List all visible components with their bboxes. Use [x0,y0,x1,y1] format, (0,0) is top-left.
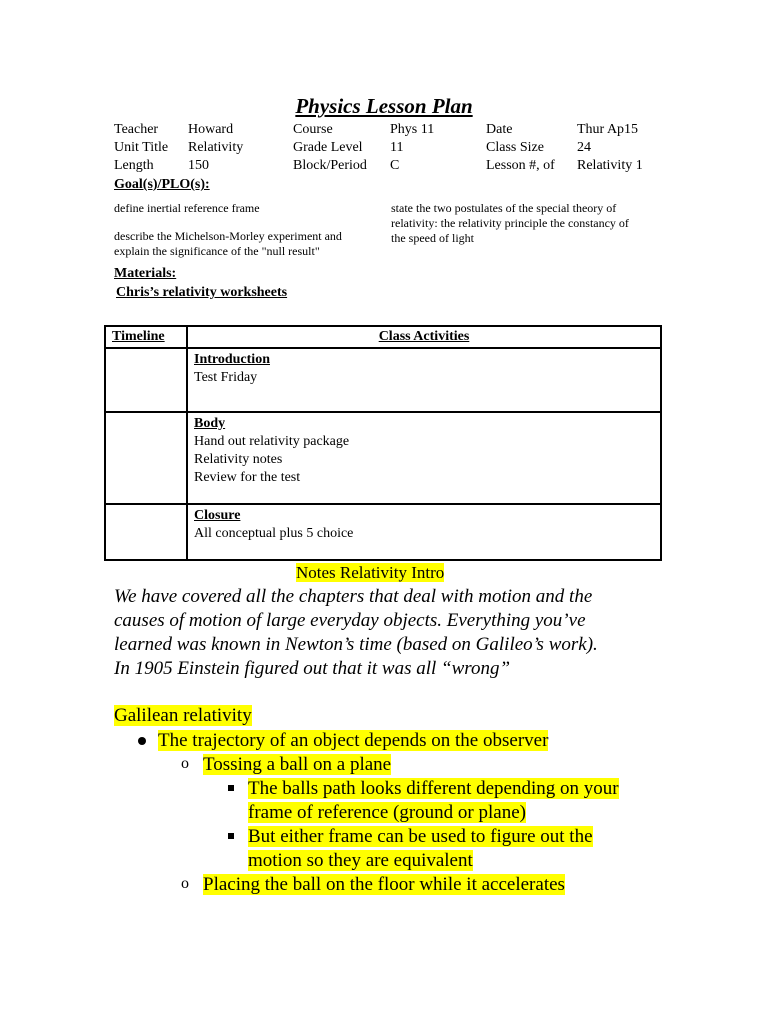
lesson-label: Lesson #, of [486,158,555,173]
table-row [105,412,661,504]
timeline-cell [105,412,187,504]
length-value: 150 [188,158,209,173]
goal-item: define inertial reference frame [114,201,260,215]
square-bullet-icon [228,785,234,791]
course-label: Course [293,122,333,137]
activity-line: Hand out relativity package [194,434,350,449]
date-label: Date [486,122,513,137]
notes-title: Notes Relativity Intro [296,563,445,582]
intro-line: causes of motion of large everyday objects. Everything you’ve [114,610,586,631]
goal-item: relativity: the relativity principle the constancy of [391,216,629,230]
activity-line: Test Friday [194,370,258,385]
activity-line: All conceptual plus 5 choice [194,526,354,541]
materials-item: Chris’s relativity worksheets [116,285,288,300]
timeline-cell [105,504,187,560]
goals-heading: Goal(s)/PLO(s): [114,177,210,192]
bullet-item: The trajectory of an object depends on the observer [158,730,549,751]
intro-line: In 1905 Einstein figured out that it was all “wrong” [114,658,511,679]
circle-bullet-icon: o [181,875,189,892]
block-period-value: C [390,158,400,173]
teacher-value: Howard [188,122,234,137]
closure-heading: Closure [194,508,241,523]
grade-level-label: Grade Level [293,140,363,155]
introduction-heading: Introduction [194,352,270,367]
grade-level-value: 11 [390,140,404,155]
date-value: Thur Ap15 [577,122,639,137]
table-header-row [105,326,661,348]
table-row [105,348,661,412]
goal-item: the speed of light [391,231,474,245]
activity-line: Review for the test [194,470,301,485]
lesson-value: Relativity 1 [577,158,643,173]
unit-title-label: Unit Title [114,140,169,155]
section-heading: Galilean relativity [114,705,252,726]
intro-line: We have covered all the chapters that deal with motion and the [114,586,593,607]
intro-paragraph [114,585,674,681]
sub-sub-bullet-item: The balls path looks different depending on your [248,778,619,799]
goal-item: describe the Michelson-Morley experiment and [114,229,342,243]
timeline-header: Timeline [105,326,187,348]
square-bullet-icon [228,833,234,839]
intro-line: learned was known in Newton’s time (based on Galileo’s work). [114,634,598,655]
table-row [105,504,661,560]
goal-item: state the two postulates of the special theory of [391,201,617,215]
class-activities-header: Class Activities [187,326,661,348]
activity-cell-body [187,412,661,504]
activity-cell-introduction [187,348,661,412]
page-title: Physics Lesson Plan [295,94,473,118]
length-label: Length [114,158,154,173]
sub-bullet-item: Tossing a ball on a plane [203,754,392,775]
goal-item: explain the significance of the "null result" [114,244,320,258]
activity-cell-closure [187,504,661,560]
activity-line: Relativity notes [194,452,283,467]
class-size-value: 24 [577,140,591,155]
sub-bullet-item: Placing the ball on the floor while it accelerates [203,874,565,895]
circle-bullet-icon: o [181,755,189,772]
course-value: Phys 11 [390,122,435,137]
sub-sub-bullet-item: frame of reference (ground or plane) [248,802,526,823]
unit-title-value: Relativity [188,140,244,155]
sub-sub-bullet-item: But either frame can be used to figure out the [248,826,593,847]
sub-sub-bullet-item: motion so they are equivalent [248,850,473,871]
timeline-cell [105,348,187,412]
body-heading: Body [194,416,226,431]
materials-heading: Materials: [114,266,177,281]
bullet-icon [138,737,146,745]
teacher-label: Teacher [114,122,159,137]
class-size-label: Class Size [486,140,544,155]
activities-table [104,325,662,561]
block-period-label: Block/Period [293,158,367,173]
